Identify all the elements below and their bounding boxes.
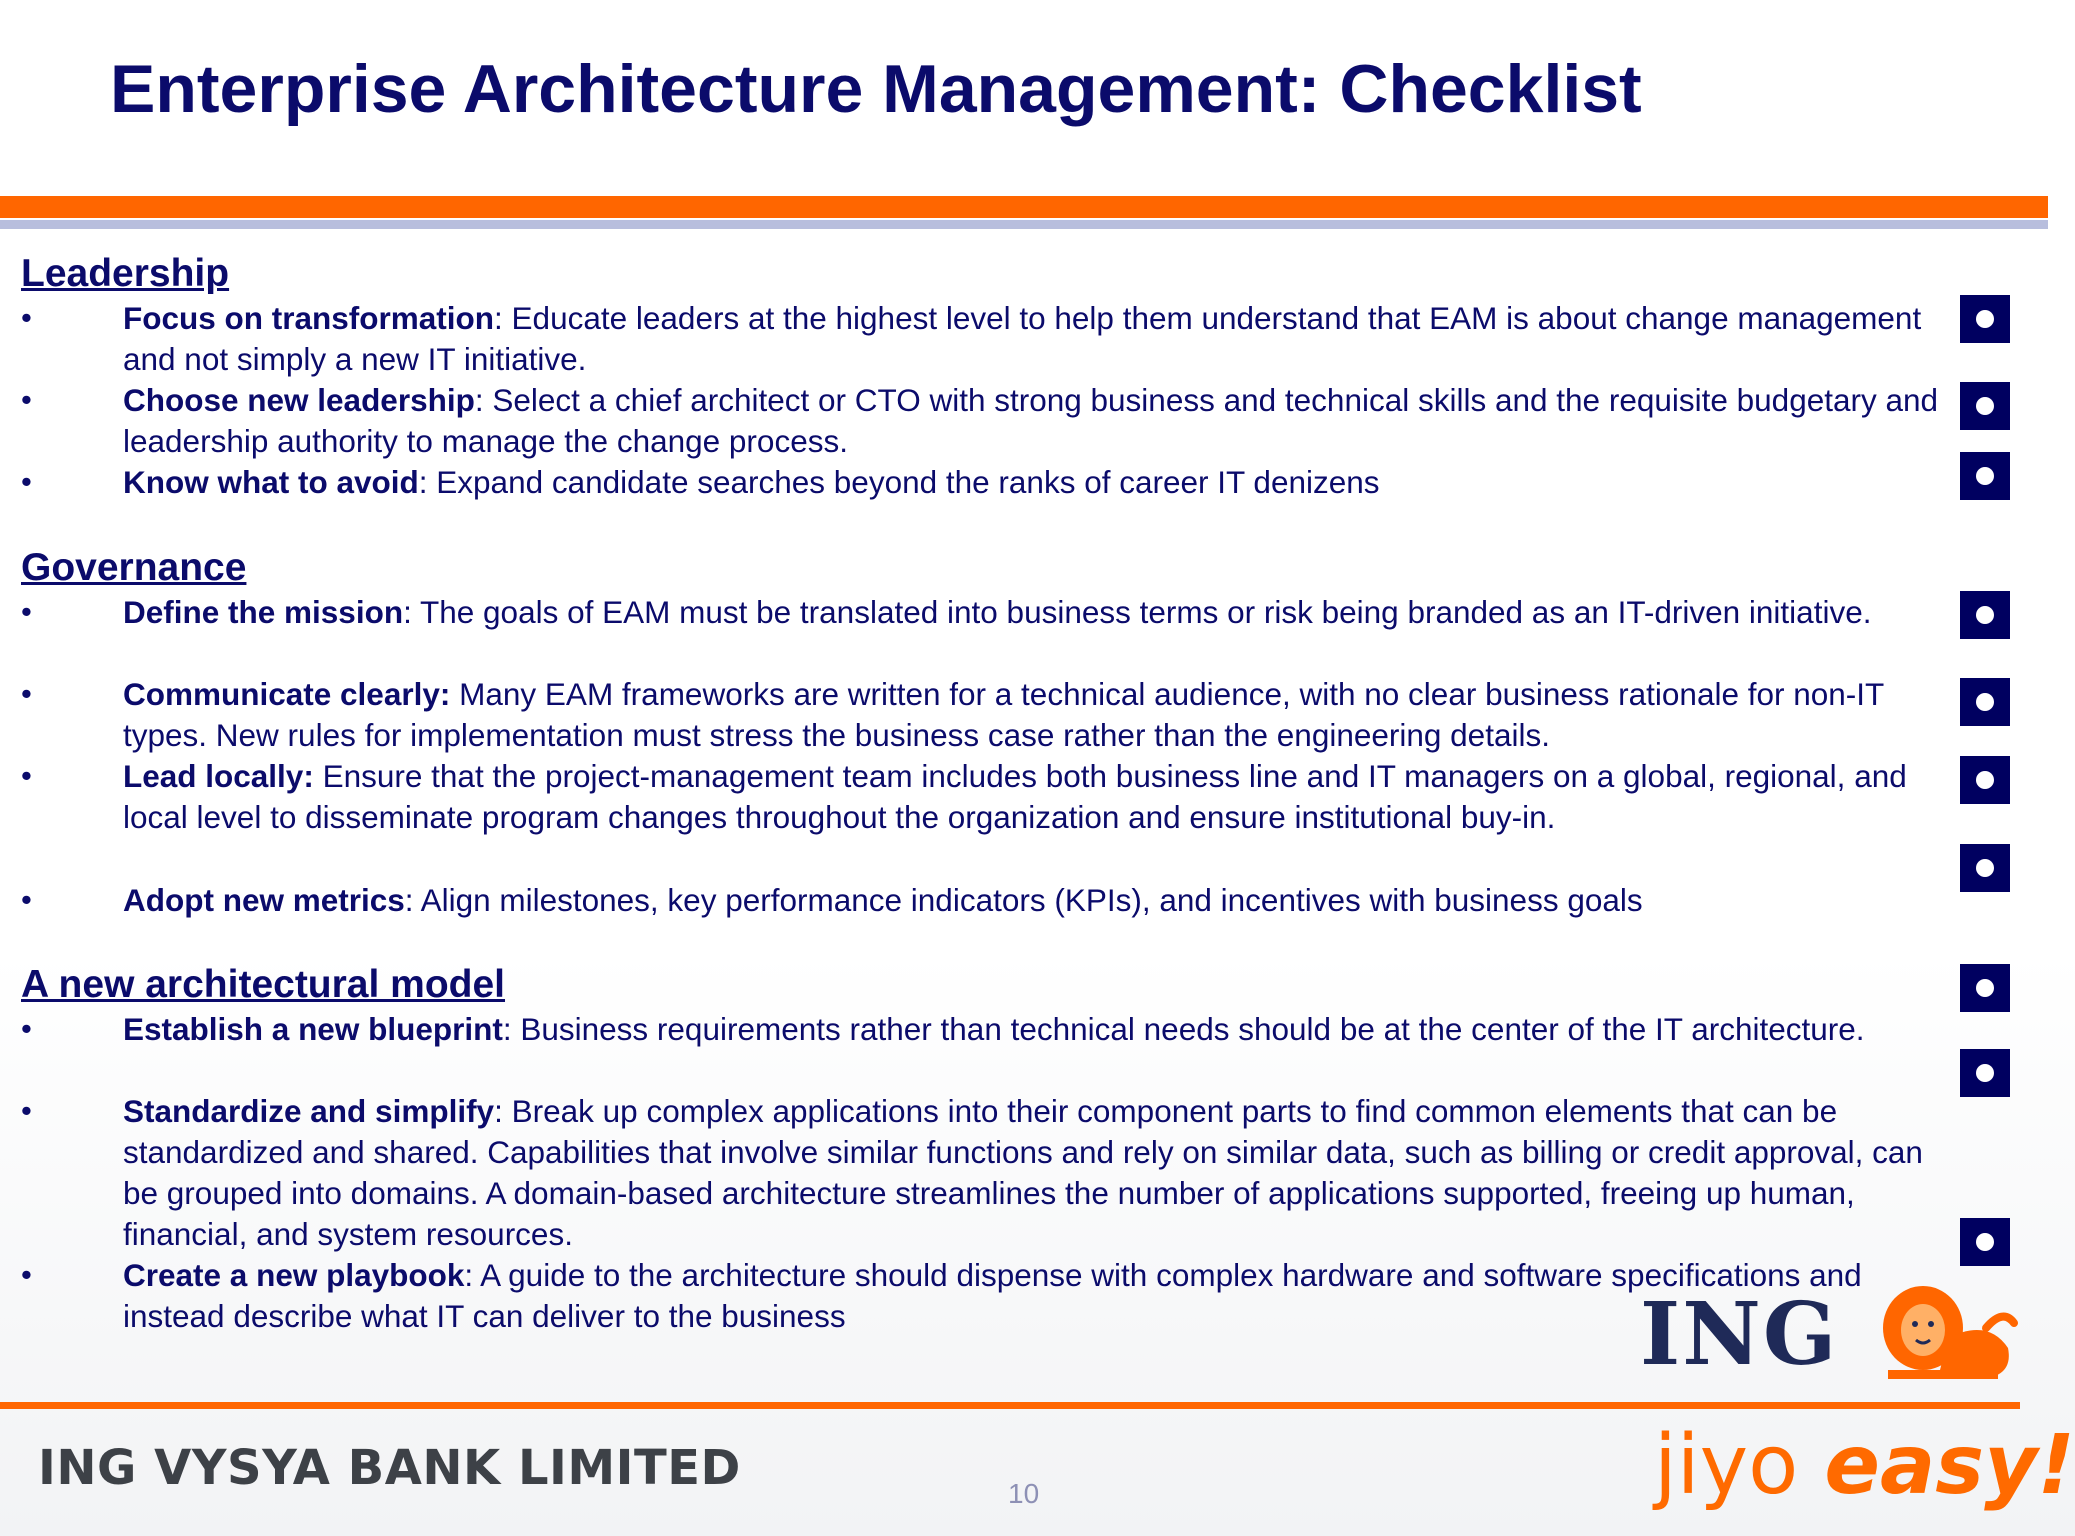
checklist-item-choose-new-leadership: Choose new leadership: Select a chief architect or CTO with strong business and technical skills and the requisite budgetary and leadership authority to manage the change process. [123,382,1939,459]
checkbox[interactable] [1960,1049,2010,1097]
checkbox[interactable] [1960,382,2010,430]
bullet: • [21,594,32,629]
bullet: • [21,758,32,793]
checklist-item-communicate-clearly: Communicate clearly: Many EAM frameworks are written for a technical audience, with no clear business rationale for non-IT types. New rules for implementation must stress the business case rather than the engineering details. [123,676,1884,753]
checkbox[interactable] [1960,1218,2010,1266]
slide-title: Enterprise Architecture Management: Checklist [110,51,1642,127]
checklist-item-establish-a-new-blueprint: Establish a new blueprint: Business requirements rather than technical needs should be at the center of the IT architecture. [123,1011,1865,1047]
checkbox[interactable] [1960,678,2010,726]
bullet: • [21,464,32,499]
checklist-item-focus-on-transformation: Focus on transformation: Educate leaders at the highest level to help them understand that EAM is about change management and not simply a new IT initiative. [123,300,1922,377]
checklist-item-lead-locally: Lead locally: Ensure that the project-management team includes both business line and IT managers on a global, regional, and local level to disseminate program changes throughout the organization and ensure institutional buy-in. [123,758,1907,835]
bank-name: ING VYSYA BANK LIMITED [38,1440,741,1496]
section-heading-architectural-model: A new architectural model [21,963,506,1006]
page-number: 10 [1008,1478,1040,1509]
section-heading-governance: Governance [21,546,247,589]
header-blue-bar [0,220,2048,229]
section-heading-leadership: Leadership [21,252,230,295]
checklist-item-define-the-mission: Define the mission: The goals of EAM must be translated into business terms or risk being branded as an IT-driven initiative. [123,594,1872,630]
bullet: • [21,1257,32,1292]
header-orange-bar [0,196,2048,218]
checklist-item-standardize-and-simplify: Standardize and simplify: Break up complex applications into their component parts to find common elements that can be standardized and shared. Capabilities that involve similar functions and rely on similar data, such as billing or credit approval, can be grouped into domains. A domain-based architecture streamlines the number of applications supported, freeing up human, financial, and system resources. [123,1093,1923,1252]
checkbox[interactable] [1960,964,2010,1012]
ing-logo [1640,1278,2016,1388]
checklist-item-create-a-new-playbook: Create a new playbook: A guide to the architecture should dispense with complex hardware and software specifications and instead describe what IT can deliver to the business [123,1257,1862,1334]
checklist-item-adopt-new-metrics: Adopt new metrics: Align milestones, key performance indicators (KPIs), and incentives with business goals [123,882,1643,918]
checkbox[interactable] [1960,452,2010,500]
checkbox[interactable] [1960,756,2010,804]
checkbox[interactable] [1960,591,2010,639]
bullet: • [21,1093,32,1128]
bullet: • [21,300,32,335]
checkbox[interactable] [1960,295,2010,343]
footer-divider [0,1402,2020,1409]
bullet: • [21,882,32,917]
lion-icon [1868,1278,2018,1383]
checklist-item-know-what-to-avoid: Know what to avoid: Expand candidate searches beyond the ranks of career IT denizens [123,464,1380,500]
bullet: • [21,1011,32,1046]
slogan: jiyo easy! [1654,1418,2075,1513]
bullet: • [21,676,32,711]
checkbox[interactable] [1960,844,2010,892]
ing-logo-text: ING [1640,1284,1839,1385]
bullet: • [21,382,32,417]
